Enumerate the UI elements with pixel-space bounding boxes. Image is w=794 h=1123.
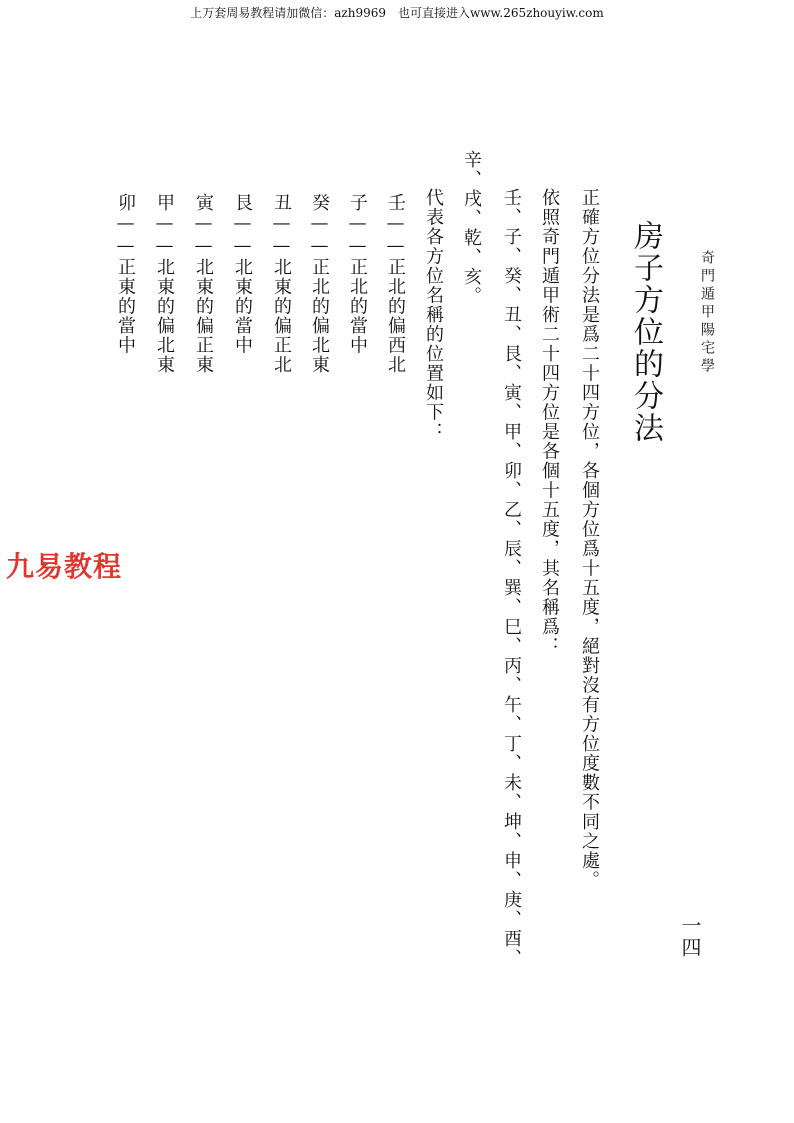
section-title: 房子方位的分法 (628, 220, 663, 444)
direction-item: 卯——正東的當中 (115, 193, 136, 355)
running-head: 奇門遁甲陽宅學 (699, 250, 715, 376)
body-paragraph-3: 壬、子、癸、丑、艮、寅、甲、卯、乙、辰、巽、巳、丙、午、丁、未、坤、申、庚、酉、 (501, 188, 522, 968)
direction-item: 癸——正北的偏北東 (309, 193, 330, 375)
direction-item: 寅——北東的偏正東 (193, 193, 214, 375)
direction-item: 丑——北東的偏正北 (271, 193, 292, 375)
direction-item: 壬——正北的偏西北 (385, 193, 406, 375)
body-paragraph-1: 正確方位分法是爲二十四方位，各個方位爲十五度，絕對沒有方位度數不同之處。 (579, 188, 600, 890)
direction-item: 子——正北的當中 (347, 193, 368, 355)
page-number: 一四 (678, 915, 702, 959)
direction-item: 艮——北東的當中 (232, 193, 253, 355)
body-paragraph-4: 辛、戌、乾、亥。 (461, 150, 482, 306)
body-paragraph-5: 代表各方位名稱的位置如下： (423, 188, 444, 442)
watermark-logo: 九易教程 (6, 550, 123, 583)
direction-item: 甲——北東的偏北東 (154, 193, 175, 375)
body-paragraph-2: 依照奇門遁甲術二十四方位是各個十五度，其名稱爲： (539, 188, 560, 656)
page-header-banner: 上万套周易教程请加微信：azh9969 也可直接进入www.265zhouyiw.com (190, 6, 604, 20)
